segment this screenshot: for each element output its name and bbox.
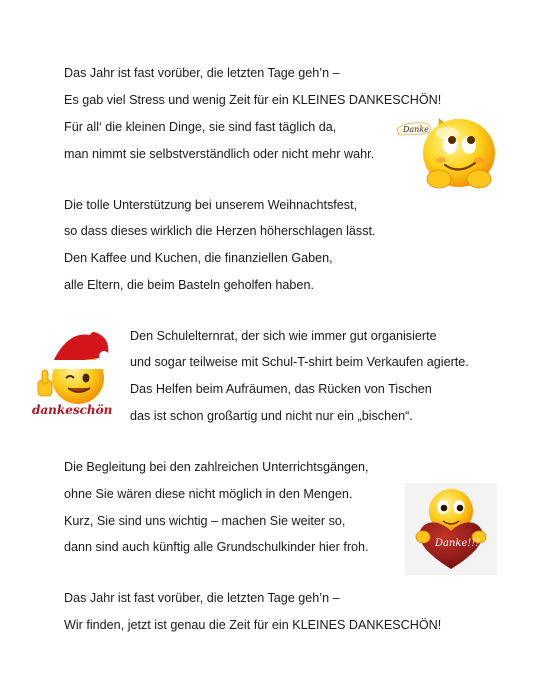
poem-line: Die tolle Unterstützung bei unserem Weihnachtsfest, — [64, 198, 358, 212]
smiley-holding-heart-icon — [405, 483, 497, 575]
poem-line: Es gab viel Stress und wenig Zeit für ein KLEINES DANKESCHÖN! — [64, 93, 442, 107]
poem-line: Kurz, Sie sind uns wichtig – machen Sie weiter so, — [64, 514, 346, 528]
poem-line: Das Jahr ist fast vorüber, die letzten Tage geh’n – — [64, 66, 340, 80]
poem-line: Den Kaffee und Kuchen, die finanziellen Gaben, — [64, 251, 333, 265]
poem-line: man nimmt sie selbstverständlich oder nicht mehr wahr. — [64, 147, 375, 161]
poem-line: das ist schon großartig und nicht nur ein „bischen“. — [130, 409, 413, 423]
poem-line: und sogar teilweise mit Schul-T-shirt beim Verkaufen agierte. — [130, 355, 469, 369]
poem-line: ohne Sie wären diese nicht möglich in den Mengen. — [64, 487, 353, 501]
poem-line: Die Begleitung bei den zahlreichen Unterrichtsgängen, — [64, 460, 369, 474]
danke-caption: Danke — [403, 125, 429, 134]
poem-line: dann sind auch künftig alle Grundschulkinder hier froh. — [64, 540, 369, 554]
poem-line: Den Schulelternrat, der sich wie immer gut organisierte — [130, 329, 437, 343]
poem-line: so dass dieses wirklich die Herzen höherschlagen lässt. — [64, 224, 376, 238]
poem-line: alle Eltern, die beim Basteln geholfen haben. — [64, 278, 314, 292]
poem-line: Wir finden, jetzt ist genau die Zeit für ein KLEINES DANKESCHÖN! — [64, 618, 442, 632]
santa-thumbs-up-smiley-icon — [30, 320, 120, 420]
poem-line: Das Jahr ist fast vorüber, die letzten Tage geh’n – — [64, 591, 340, 605]
danke-heart-caption: Danke!!! — [435, 538, 480, 549]
dankeschoen-caption: dankeschön — [32, 403, 113, 417]
poem-line: Das Helfen beim Aufräumen, das Rücken von Tischen — [130, 382, 432, 396]
poem-line: Für all‘ die kleinen Dinge, sie sind fast täglich da, — [64, 120, 337, 134]
dreaming-smiley-icon — [395, 105, 515, 195]
